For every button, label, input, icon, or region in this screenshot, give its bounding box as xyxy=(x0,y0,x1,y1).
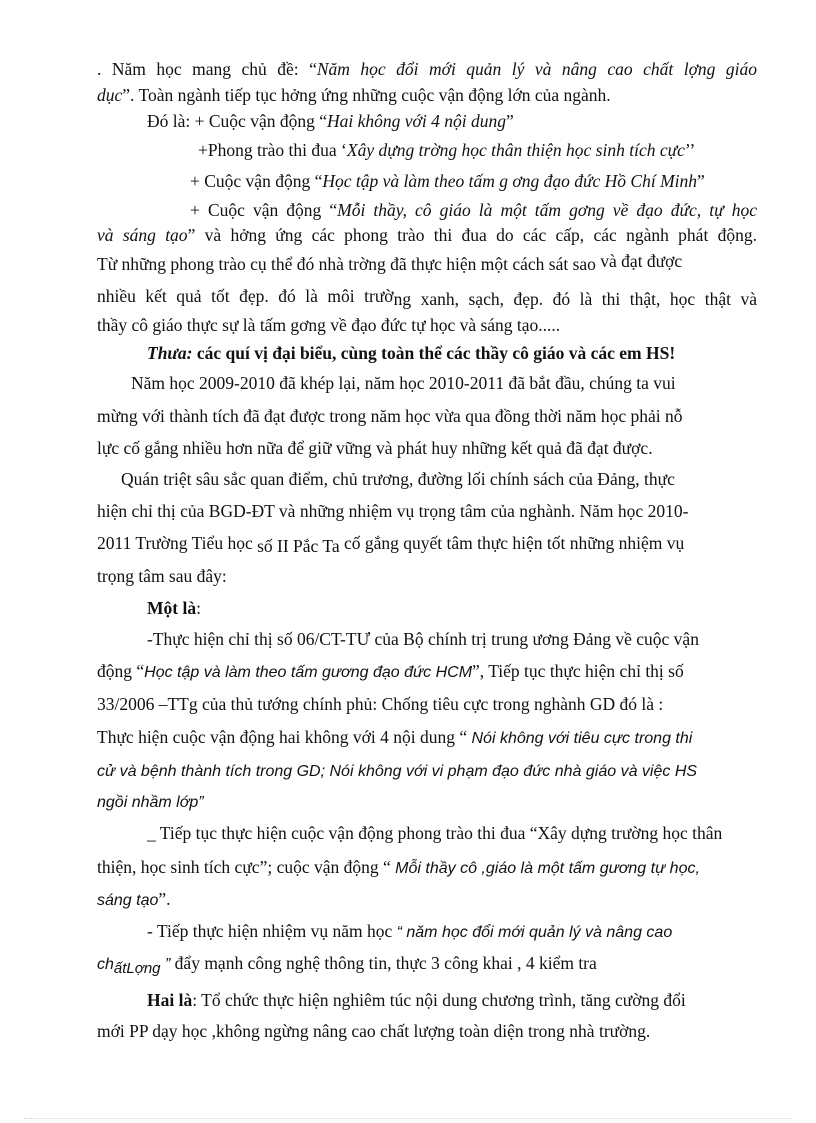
paragraph-line xyxy=(147,822,757,844)
paragraph-line xyxy=(97,405,757,427)
italic-run: và sáng tạo xyxy=(97,225,188,245)
italic-run: dục xyxy=(97,85,123,105)
italic-run: sáng tạo xyxy=(97,892,159,909)
italic-run: ch xyxy=(97,956,114,973)
italic-run: cử và bệnh thành tích trong GD; Nói không với vi phạm đạo đức nhà giáo và việc HS xyxy=(97,763,698,780)
text-run: ’’ xyxy=(684,140,696,160)
text-run: thầy cô giáo thực sự là tấm gơng về đạo đức tự học và sáng tạo..... xyxy=(97,315,561,335)
paragraph-line xyxy=(121,468,757,490)
bold-run: Hai là xyxy=(147,990,193,1010)
text-run: . Năm học mang chủ đề: “ xyxy=(97,59,317,79)
text-run: _ Tiếp tục thực hiện cuộc vận động phong trào thi đua “Xây dựng trường học thân xyxy=(147,823,723,843)
section-heading xyxy=(147,597,807,619)
italic-run: Mỗi thầy, cô giáo là một tấm gơng về đạo đức, tự học xyxy=(337,200,757,220)
text-run: 33/2006 –TTg của thủ tướng chính phủ: Chống tiêu cực trong nghành GD đó là : xyxy=(97,694,664,714)
text-run: Năm học 2009-2010 đã khép lại, năm học 2010-2011 đã bắt đầu, chúng ta vui xyxy=(131,373,676,393)
paragraph-line xyxy=(131,372,757,394)
text-run: Quán triệt sâu sắc quan điểm, chủ trương, đường lối chính sách của Đảng, thực xyxy=(121,469,675,489)
paragraph-line xyxy=(198,139,816,161)
bold-run: Một là xyxy=(147,598,197,618)
paragraph-line xyxy=(97,790,757,814)
paragraph-line xyxy=(190,199,757,221)
italic-run: Mỗi thầy cô ,giáo là một tấm gương tự học, xyxy=(395,860,700,877)
text-run: ng xanh, sạch, đẹp. đó là thi thật, học thật và xyxy=(393,289,757,309)
paragraph-line xyxy=(97,759,757,783)
italic-run: Học tập và làm theo tấm g ơng đạo đức Hồ Chí Minh xyxy=(322,171,698,191)
italic-run: Năm học đổi mới quản lý và nâng cao chất lợng giáo xyxy=(316,59,758,79)
text-run: Thực hiện cuộc vận động hai không với 4 nội dung “ xyxy=(97,727,472,747)
text-run: mừng với thành tích đã đạt được trong năm học vừa qua đồng thời năm học phải nỗ xyxy=(97,406,683,426)
text-run: động “ xyxy=(97,661,145,681)
paragraph-line xyxy=(97,532,757,554)
text-run: -Thực hiện chỉ thị số 06/CT-TƯ của Bộ chính trị trung ương Đảng về cuộc vận xyxy=(147,629,699,649)
italic-run: Xây dựng trờng học thân thiện học sinh tích cực xyxy=(346,140,685,160)
text-run: trọng tâm sau đây: xyxy=(97,566,227,586)
school-name: số II Pắc Ta xyxy=(257,536,340,556)
paragraph-line xyxy=(97,1020,757,1042)
paragraph-line xyxy=(97,224,757,246)
paragraph-line xyxy=(97,565,757,587)
paragraph-line xyxy=(97,660,757,684)
text-run: Đó là: + Cuộc vận động “ xyxy=(147,111,327,131)
paragraph-line xyxy=(97,84,757,106)
bold-run: các quí vị đại biểu, cùng toàn thể các thầy cô giáo và các em HS! xyxy=(192,343,676,363)
greeting-line xyxy=(147,342,807,364)
text-run: ” xyxy=(697,171,705,191)
text-run: lực cố gắng nhiều hơn nữa để giữ vững và phát huy những kết quả đã đạt được. xyxy=(97,438,653,458)
text-run: và đạt được xyxy=(600,251,683,271)
paragraph-line xyxy=(97,952,757,976)
text-run: 2011 Trường Tiểu học xyxy=(97,533,258,553)
paragraph-line xyxy=(97,500,757,522)
text-run: ” và hởng ứng các phong trào thi đua do các cấp, các ngành phát động. xyxy=(187,225,757,245)
italic-run: Học tập và làm theo tấm gương đạo đức HCM xyxy=(144,664,473,681)
paragraph-line xyxy=(147,920,757,944)
text-run: : xyxy=(196,598,201,618)
paragraph-line xyxy=(97,726,757,750)
text-run: : Tổ chức thực hiện nghiêm túc nội dung chương trình, tăng cường đổi xyxy=(192,990,686,1010)
paragraph-line xyxy=(97,693,757,715)
text-run: mới PP dạy học ,không ngừng nâng cao chất lượng toàn diện trong nhà trường. xyxy=(97,1021,651,1041)
text-run: thiện, học sinh tích cực”; cuộc vận động “ xyxy=(97,857,396,877)
paragraph-line xyxy=(147,110,807,132)
text-run: + Cuộc vận động “ xyxy=(190,200,338,220)
paragraph-line xyxy=(97,285,757,307)
italic-run: ấtLợng xyxy=(113,960,161,977)
italic-run: “ năm học đổi mới quản lý và nâng cao xyxy=(396,924,673,941)
text-run: cố gắng quyết tâm thực hiện tốt những nhiệm vụ xyxy=(339,533,685,553)
text-run: nhiều kết quả tốt đẹp. đó là môi trườ xyxy=(97,286,394,306)
paragraph-line xyxy=(97,856,757,880)
text-run: ”. Toàn ngành tiếp tục hởng ứng những cuộc vận động lớn của ngành. xyxy=(122,85,611,105)
text-run: ”, Tiếp tục thực hiện chỉ thị số xyxy=(472,661,684,681)
paragraph-line xyxy=(97,58,757,80)
italic-run: ngồi nhầm lớp” xyxy=(97,794,204,811)
paragraph-line xyxy=(97,888,757,912)
italic-run: ” xyxy=(160,956,171,973)
paragraph-line xyxy=(147,989,757,1011)
text-run: + Cuộc vận động “ xyxy=(190,171,323,191)
paragraph-line xyxy=(190,170,816,192)
paragraph-line xyxy=(97,437,757,459)
text-run: +Phong trào thi đua ‘ xyxy=(198,140,347,160)
text-run: đẩy mạnh công nghệ thông tin, thực 3 công khai , 4 kiểm tra xyxy=(170,953,597,973)
italic-run: Hai không với 4 nội dung xyxy=(326,111,506,131)
paragraph-line xyxy=(97,314,757,336)
italic-run: Nói không với tiêu cực trong thi xyxy=(471,730,693,747)
text-run: hiện chỉ thị của BGD-ĐT và những nhiệm vụ trọng tâm của nghành. Năm học 2010- xyxy=(97,501,689,521)
paragraph-line xyxy=(97,253,757,275)
text-run: ”. xyxy=(158,889,171,909)
text-run: ” xyxy=(505,111,514,131)
bold-italic-run: Thưa: xyxy=(147,343,193,363)
paragraph-line xyxy=(147,628,757,650)
page-bottom-divider xyxy=(24,1118,792,1119)
text-run: - Tiếp thực hiện nhiệm vụ năm học xyxy=(147,921,397,941)
text-run: Từ những phong trào cụ thể đó nhà trờng đã thực hiện một cách sát sao xyxy=(97,254,601,274)
